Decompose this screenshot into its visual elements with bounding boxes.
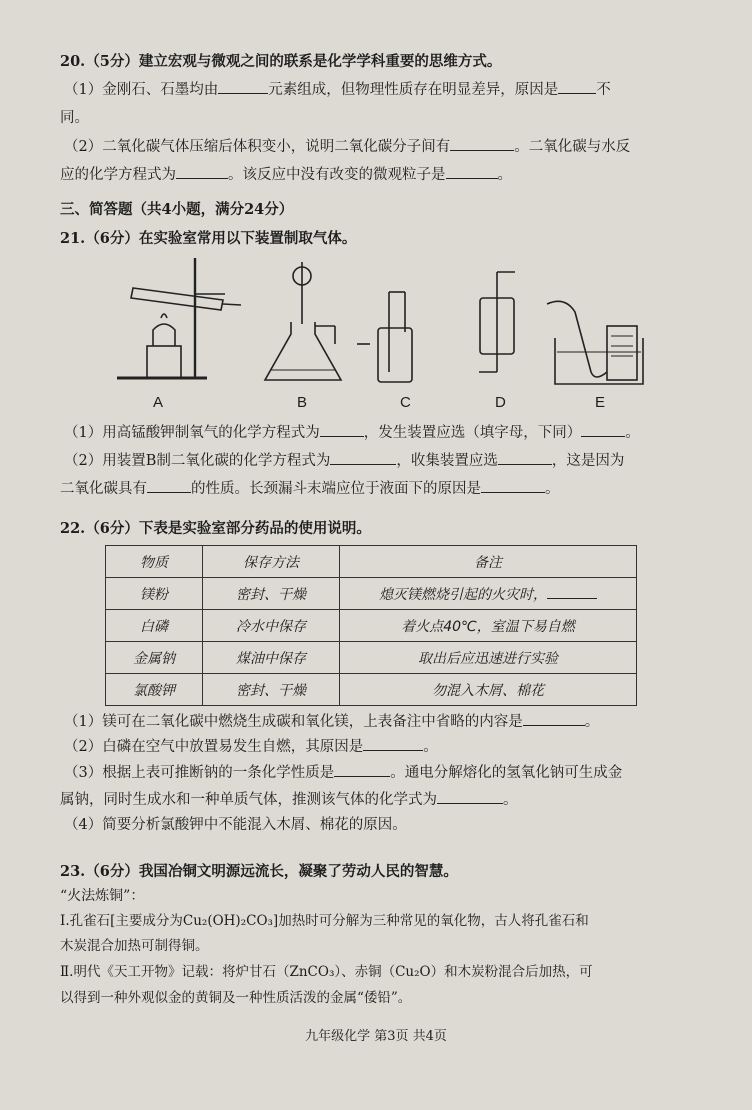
header-note: 备注 xyxy=(340,546,637,578)
q23-item2: Ⅱ.明代《天工开物》记载：将炉甘石（ZnCO₃）、赤铜（Cu₂O）和木炭粉混合后加热，可 xyxy=(60,964,593,980)
q23-subtitle: “火法炼铜”： xyxy=(60,888,145,904)
cell-storage: 煤油中保存 xyxy=(203,642,340,674)
q22-title: 22.（6分）下表是实验室部分药品的使用说明。 xyxy=(60,520,371,537)
label-c: C xyxy=(400,394,411,411)
cell-note: 着火点40℃，室温下易自燃 xyxy=(340,610,637,642)
cell-note: 熄灭镁燃烧引起的火灾时， xyxy=(340,578,637,610)
q22-sub2: （2）白磷在空气中放置易发生自燃，其原因是 。 xyxy=(64,733,438,762)
medicine-table xyxy=(105,545,637,706)
header-storage: 保存方法 xyxy=(203,546,340,578)
label-b: B xyxy=(297,394,308,411)
section-heading: 三、简答题（共4小题，满分24分） xyxy=(60,201,294,218)
cell-storage: 密封、干燥 xyxy=(203,578,340,610)
q22-sub3: （3）根据上表可推断钠的一条化学性质是 。通电分解熔化的氢氧化钠可生成金 xyxy=(64,759,622,788)
cell-note: 取出后应迅速进行实验 xyxy=(340,642,637,674)
q20-line1: （1）金刚石、石墨均由 元素组成，但物理性质存在明显差异，原因是 不 xyxy=(64,76,611,105)
q22-sub1: （1）镁可在二氧化碳中燃烧生成碳和氧化镁，上表备注中省略的内容是 。 xyxy=(64,708,599,737)
q21-line1: （1）用高锰酸钾制氧气的化学方程式为 ，发生装置应选（填字母，下同） 。 xyxy=(64,419,640,448)
header-substance: 物质 xyxy=(106,546,203,578)
apparatus-figure xyxy=(95,252,695,422)
cell-substance: 氯酸钾 xyxy=(106,674,203,706)
q23-title: 23.（6分）我国冶铜文明源远流长，凝聚了劳动人民的智慧。 xyxy=(60,863,458,880)
table-row xyxy=(106,674,637,706)
q20-title: 20.（5分）建立宏观与微观之间的联系是化学学科重要的思维方式。 xyxy=(60,53,502,70)
q21-line2: （2）用装置B制二氧化碳的化学方程式为 ，收集装置应选 ，这是因为 xyxy=(64,447,624,476)
cell-substance: 白磷 xyxy=(106,610,203,642)
q23-item2-cont: 以得到一种外观似金的黄铜及一种性质活泼的金属“倭铅”。 xyxy=(60,990,412,1006)
page-footer: 九年级化学 第3页 共4页 xyxy=(305,1029,447,1044)
cell-note: 勿混入木屑、棉花 xyxy=(340,674,637,706)
cell-storage: 冷水中保存 xyxy=(203,610,340,642)
q21-line3: 二氧化碳具有 的性质。长颈漏斗末端应位于液面下的原因是 。 xyxy=(60,475,560,504)
table-row xyxy=(106,610,637,642)
cell-storage: 密封、干燥 xyxy=(203,674,340,706)
label-a: A xyxy=(153,394,164,411)
table-row xyxy=(106,642,637,674)
label-d: D xyxy=(495,394,506,411)
cell-substance: 金属钠 xyxy=(106,642,203,674)
table-header xyxy=(106,546,637,578)
q20-line1-cont: 同。 xyxy=(60,110,89,126)
cell-substance: 镁粉 xyxy=(106,578,203,610)
q21-title: 21.（6分）在实验室常用以下装置制取气体。 xyxy=(60,230,357,247)
q20-line2: （2）二氧化碳气体压缩后体积变小，说明二氧化碳分子间有 。二氧化碳与水反 xyxy=(64,133,630,162)
q22-sub3-cont: 属钠，同时生成水和一种单质气体，推测该气体的化学式为 。 xyxy=(60,786,518,815)
q23-item1-cont: 木炭混合加热可制得铜。 xyxy=(60,938,209,954)
table-row xyxy=(106,578,637,610)
q20-line3: 应的化学方程式为 。该反应中没有改变的微观粒子是 。 xyxy=(60,161,512,190)
q23-item1: Ⅰ.孔雀石[主要成分为Cu₂(OH)₂CO₃]加热时可分解为三种常见的氧化物，古人将孔雀石和 xyxy=(60,913,589,929)
q22-sub4: （4）简要分析氯酸钾中不能混入木屑、棉花的原因。 xyxy=(64,817,407,833)
label-e: E xyxy=(595,394,606,411)
